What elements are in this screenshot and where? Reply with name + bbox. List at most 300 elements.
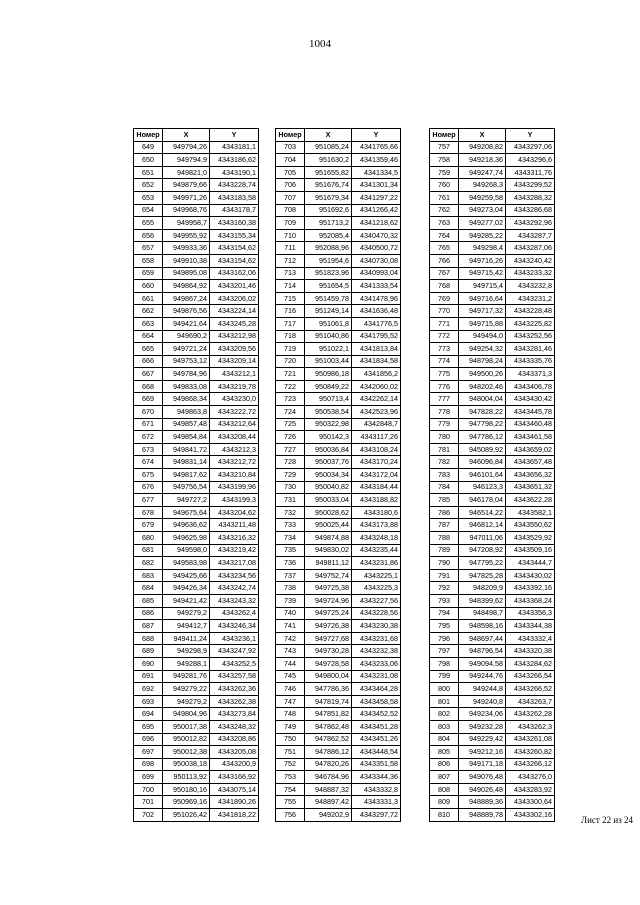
table-row: [276, 355, 401, 368]
y-coordinate-cell: 4341795,52: [352, 330, 401, 343]
point-number-cell: 675: [134, 469, 163, 482]
point-number-cell: 785: [430, 494, 459, 507]
x-coordinate-cell: 948399,62: [459, 594, 506, 607]
x-coordinate-cell: 950036,84: [305, 443, 352, 456]
y-coordinate-cell: 4343331,3: [352, 796, 401, 809]
y-coordinate-cell: 4343204,62: [210, 506, 259, 519]
x-coordinate-cell: 949968,76: [163, 204, 210, 217]
x-coordinate-cell: 950180,16: [163, 783, 210, 796]
table-row: [276, 406, 401, 419]
table-row: [276, 783, 401, 796]
table-row: [276, 670, 401, 683]
y-coordinate-cell: 4343320,38: [506, 645, 555, 658]
x-coordinate-cell: 947786,12: [459, 431, 506, 444]
point-number-cell: 783: [430, 469, 459, 482]
y-coordinate-cell: 4341890,26: [210, 796, 259, 809]
table-row: [430, 670, 555, 683]
y-coordinate-cell: 4343651,32: [506, 481, 555, 494]
x-coordinate-cell: 949958,7: [163, 217, 210, 230]
y-coordinate-cell: 4343448,54: [352, 746, 401, 759]
y-coordinate-cell: 4343266,54: [506, 670, 555, 683]
point-number-cell: 771: [430, 317, 459, 330]
y-coordinate-cell: 4343199,96: [210, 481, 259, 494]
x-coordinate-cell: 950322,98: [305, 418, 352, 431]
table-row: [134, 569, 259, 582]
header-x: X: [459, 129, 506, 142]
point-number-cell: 780: [430, 431, 459, 444]
point-number-cell: 769: [430, 292, 459, 305]
coordinates-table-1: [133, 128, 259, 822]
y-coordinate-cell: 4343190,1: [210, 166, 259, 179]
point-number-cell: 744: [276, 657, 305, 670]
x-coordinate-cell: 949281,76: [163, 670, 210, 683]
y-coordinate-cell: 4343231,2: [506, 292, 555, 305]
table-row: [134, 443, 259, 456]
x-coordinate-cell: 949864,92: [163, 280, 210, 293]
point-number-cell: 735: [276, 544, 305, 557]
table-row: [276, 456, 401, 469]
y-coordinate-cell: 4343225,3: [352, 582, 401, 595]
table-row: [430, 431, 555, 444]
point-number-cell: 800: [430, 683, 459, 696]
y-coordinate-cell: 4343430,02: [506, 569, 555, 582]
x-coordinate-cell: 951003,44: [305, 355, 352, 368]
table-row: [430, 594, 555, 607]
point-number-cell: 687: [134, 620, 163, 633]
table-row: [134, 758, 259, 771]
x-coordinate-cell: 949811,12: [305, 557, 352, 570]
x-coordinate-cell: 947786,36: [305, 683, 352, 696]
x-coordinate-cell: 947795,22: [459, 557, 506, 570]
x-coordinate-cell: 949279,2: [163, 607, 210, 620]
y-coordinate-cell: 4343262,38: [210, 695, 259, 708]
table-row: [134, 217, 259, 230]
point-number-cell: 777: [430, 393, 459, 406]
table-row: [276, 469, 401, 482]
table-row: [134, 657, 259, 670]
point-number-cell: 672: [134, 431, 163, 444]
y-coordinate-cell: 4343235,44: [352, 544, 401, 557]
y-coordinate-cell: 4343228,74: [210, 179, 259, 192]
y-coordinate-cell: 4343212,98: [210, 330, 259, 343]
table-row: [134, 771, 259, 784]
point-number-cell: 691: [134, 670, 163, 683]
table-row: [430, 620, 555, 633]
x-coordinate-cell: 949247,74: [459, 166, 506, 179]
y-coordinate-cell: 4343233,06: [352, 657, 401, 670]
point-number-cell: 676: [134, 481, 163, 494]
table-row: [276, 154, 401, 167]
y-coordinate-cell: 4341333,54: [352, 280, 401, 293]
x-coordinate-cell: 946812,14: [459, 519, 506, 532]
point-number-cell: 727: [276, 443, 305, 456]
x-coordinate-cell: 949094,58: [459, 657, 506, 670]
point-number-cell: 754: [276, 783, 305, 796]
point-number-cell: 667: [134, 368, 163, 381]
point-number-cell: 742: [276, 632, 305, 645]
y-coordinate-cell: 4341834,58: [352, 355, 401, 368]
x-coordinate-cell: 951654,5: [305, 280, 352, 293]
x-coordinate-cell: 949598,0: [163, 544, 210, 557]
y-coordinate-cell: 4343173,88: [352, 519, 401, 532]
x-coordinate-cell: 949715,4: [459, 280, 506, 293]
table-row: [276, 380, 401, 393]
point-number-cell: 795: [430, 620, 459, 633]
point-number-cell: 747: [276, 695, 305, 708]
y-coordinate-cell: 4343172,04: [352, 469, 401, 482]
x-coordinate-cell: 949285,22: [459, 229, 506, 242]
x-coordinate-cell: 952085,4: [305, 229, 352, 242]
x-coordinate-cell: 951026,42: [163, 809, 210, 822]
table-row: [430, 758, 555, 771]
table-row: [134, 796, 259, 809]
point-number-cell: 713: [276, 267, 305, 280]
x-coordinate-cell: 951085,24: [305, 141, 352, 154]
point-number-cell: 759: [430, 166, 459, 179]
point-number-cell: 699: [134, 771, 163, 784]
table-row: [430, 720, 555, 733]
point-number-cell: 721: [276, 368, 305, 381]
table-row: [134, 456, 259, 469]
point-number-cell: 793: [430, 594, 459, 607]
table-row: [276, 720, 401, 733]
y-coordinate-cell: 4343210,84: [210, 469, 259, 482]
y-coordinate-cell: 4343460,48: [506, 418, 555, 431]
y-coordinate-cell: 4343225,82: [506, 317, 555, 330]
y-coordinate-cell: 4343287,06: [506, 242, 555, 255]
y-coordinate-cell: 4343659,02: [506, 443, 555, 456]
x-coordinate-cell: 949833,08: [163, 380, 210, 393]
x-coordinate-cell: 949867,24: [163, 292, 210, 305]
x-coordinate-cell: 949218,36: [459, 154, 506, 167]
point-number-cell: 741: [276, 620, 305, 633]
point-number-cell: 738: [276, 582, 305, 595]
x-coordinate-cell: 946178,04: [459, 494, 506, 507]
x-coordinate-cell: 949259,58: [459, 191, 506, 204]
y-coordinate-cell: 4340500,72: [352, 242, 401, 255]
point-number-cell: 673: [134, 443, 163, 456]
point-number-cell: 801: [430, 695, 459, 708]
y-coordinate-cell: 4343622,28: [506, 494, 555, 507]
y-coordinate-cell: 4343230,0: [210, 393, 259, 406]
x-coordinate-cell: 946514,22: [459, 506, 506, 519]
x-coordinate-cell: 947011,06: [459, 532, 506, 545]
y-coordinate-cell: 4343217,08: [210, 557, 259, 570]
y-coordinate-cell: 4343247,92: [210, 645, 259, 658]
table-row: [276, 317, 401, 330]
table-row: [276, 695, 401, 708]
y-coordinate-cell: 4343284,62: [506, 657, 555, 670]
point-number-cell: 782: [430, 456, 459, 469]
point-number-cell: 773: [430, 343, 459, 356]
point-number-cell: 684: [134, 582, 163, 595]
x-coordinate-cell: 949715,42: [459, 267, 506, 280]
y-coordinate-cell: 4340993,04: [352, 267, 401, 280]
point-number-cell: 797: [430, 645, 459, 658]
point-number-cell: 740: [276, 607, 305, 620]
table-row: [430, 355, 555, 368]
y-coordinate-cell: 4343209,14: [210, 355, 259, 368]
y-coordinate-cell: 4343529,92: [506, 532, 555, 545]
y-coordinate-cell: 4343108,24: [352, 443, 401, 456]
x-coordinate-cell: 949817,62: [163, 469, 210, 482]
x-coordinate-cell: 947825,28: [459, 569, 506, 582]
coordinates-table-2: [275, 128, 401, 822]
y-coordinate-cell: 4343509,16: [506, 544, 555, 557]
x-coordinate-cell: 949279,22: [163, 683, 210, 696]
table-row: [134, 317, 259, 330]
x-coordinate-cell: 949727,68: [305, 632, 352, 645]
y-coordinate-cell: 4343183,58: [210, 191, 259, 204]
table-row: [430, 154, 555, 167]
x-coordinate-cell: 951954,6: [305, 254, 352, 267]
x-coordinate-cell: 952088,96: [305, 242, 352, 255]
point-number-cell: 689: [134, 645, 163, 658]
table-row: [276, 368, 401, 381]
point-number-cell: 757: [430, 141, 459, 154]
y-coordinate-cell: 4343297,72: [352, 809, 401, 822]
table-row: [134, 670, 259, 683]
point-number-cell: 804: [430, 733, 459, 746]
point-number-cell: 670: [134, 406, 163, 419]
y-coordinate-cell: 4342523,96: [352, 406, 401, 419]
table-row: [276, 557, 401, 570]
table-row: [430, 267, 555, 280]
x-coordinate-cell: 946096,84: [459, 456, 506, 469]
x-coordinate-cell: 946101,64: [459, 469, 506, 482]
table-row: [430, 443, 555, 456]
y-coordinate-cell: 4341301,34: [352, 179, 401, 192]
point-number-cell: 750: [276, 733, 305, 746]
table-row: [276, 796, 401, 809]
point-number-cell: 739: [276, 594, 305, 607]
point-number-cell: 745: [276, 670, 305, 683]
point-number-cell: 664: [134, 330, 163, 343]
x-coordinate-cell: 949830,02: [305, 544, 352, 557]
point-number-cell: 749: [276, 720, 305, 733]
point-number-cell: 737: [276, 569, 305, 582]
x-coordinate-cell: 950034,34: [305, 469, 352, 482]
header-y: Y: [506, 129, 555, 142]
table-row: [276, 179, 401, 192]
y-coordinate-cell: 4343248,32: [210, 720, 259, 733]
y-coordinate-cell: 4343208,86: [210, 733, 259, 746]
x-coordinate-cell: 948798,24: [459, 355, 506, 368]
point-number-cell: 787: [430, 519, 459, 532]
x-coordinate-cell: 951655,82: [305, 166, 352, 179]
table-row: [276, 217, 401, 230]
table-row: [276, 582, 401, 595]
x-coordinate-cell: 950028,62: [305, 506, 352, 519]
y-coordinate-cell: 4343212,1: [210, 368, 259, 381]
y-coordinate-cell: 4343252,56: [506, 330, 555, 343]
x-coordinate-cell: 949212,16: [459, 746, 506, 759]
table-row: [134, 720, 259, 733]
x-coordinate-cell: 950142,3: [305, 431, 352, 444]
table-row: [276, 330, 401, 343]
table-row: [276, 393, 401, 406]
table-header-row: [276, 129, 401, 142]
y-coordinate-cell: 4343283,92: [506, 783, 555, 796]
x-coordinate-cell: 949232,28: [459, 720, 506, 733]
x-coordinate-cell: 949756,54: [163, 481, 210, 494]
y-coordinate-cell: 4343461,58: [506, 431, 555, 444]
table-row: [134, 191, 259, 204]
point-number-cell: 705: [276, 166, 305, 179]
x-coordinate-cell: 949725,24: [305, 607, 352, 620]
point-number-cell: 680: [134, 532, 163, 545]
point-number-cell: 723: [276, 393, 305, 406]
x-coordinate-cell: 949821,0: [163, 166, 210, 179]
y-coordinate-cell: 4343245,28: [210, 317, 259, 330]
y-coordinate-cell: 4343219,42: [210, 544, 259, 557]
coordinates-table-3: [429, 128, 555, 822]
x-coordinate-cell: 949279,2: [163, 695, 210, 708]
x-coordinate-cell: 949752,74: [305, 569, 352, 582]
x-coordinate-cell: 948209,9: [459, 582, 506, 595]
y-coordinate-cell: 4343242,74: [210, 582, 259, 595]
y-coordinate-cell: 4343260,82: [506, 746, 555, 759]
table-row: [430, 519, 555, 532]
x-coordinate-cell: 949716,26: [459, 254, 506, 267]
x-coordinate-cell: 949971,26: [163, 191, 210, 204]
y-coordinate-cell: 4343582,1: [506, 506, 555, 519]
x-coordinate-cell: 950033,04: [305, 494, 352, 507]
header-y: Y: [210, 129, 259, 142]
point-number-cell: 789: [430, 544, 459, 557]
point-number-cell: 719: [276, 343, 305, 356]
table-row: [134, 582, 259, 595]
table-header-row: [134, 129, 259, 142]
x-coordinate-cell: 949234,06: [459, 708, 506, 721]
y-coordinate-cell: 4343406,78: [506, 380, 555, 393]
y-coordinate-cell: 4343451,28: [352, 720, 401, 733]
y-coordinate-cell: 4343216,32: [210, 532, 259, 545]
x-coordinate-cell: 949425,66: [163, 569, 210, 582]
x-coordinate-cell: 950038,18: [163, 758, 210, 771]
y-coordinate-cell: 4343286,68: [506, 204, 555, 217]
table-row: [276, 657, 401, 670]
x-coordinate-cell: 949675,64: [163, 506, 210, 519]
point-number-cell: 696: [134, 733, 163, 746]
table-row: [134, 494, 259, 507]
point-number-cell: 729: [276, 469, 305, 482]
table-row: [276, 292, 401, 305]
table-row: [430, 733, 555, 746]
table-row: [134, 783, 259, 796]
y-coordinate-cell: 4343458,58: [352, 695, 401, 708]
y-coordinate-cell: 4343225,1: [352, 569, 401, 582]
sheet-footer: Лист 22 из 24: [581, 815, 633, 825]
table-row: [430, 393, 555, 406]
x-coordinate-cell: 949421,64: [163, 317, 210, 330]
table-row: [276, 141, 401, 154]
table-row: [134, 607, 259, 620]
y-coordinate-cell: 4343368,24: [506, 594, 555, 607]
y-coordinate-cell: 4343209,56: [210, 343, 259, 356]
table-row: [276, 443, 401, 456]
y-coordinate-cell: 4341297,22: [352, 191, 401, 204]
x-coordinate-cell: 947851,82: [305, 708, 352, 721]
table-row: [134, 620, 259, 633]
point-number-cell: 733: [276, 519, 305, 532]
x-coordinate-cell: 948598,16: [459, 620, 506, 633]
point-number-cell: 809: [430, 796, 459, 809]
table-row: [430, 141, 555, 154]
y-coordinate-cell: 4343240,42: [506, 254, 555, 267]
x-coordinate-cell: 946123,3: [459, 481, 506, 494]
y-coordinate-cell: 4343262,4: [210, 607, 259, 620]
table-row: [134, 179, 259, 192]
x-coordinate-cell: 949494,0: [459, 330, 506, 343]
y-coordinate-cell: 4341636,48: [352, 305, 401, 318]
x-coordinate-cell: 949753,12: [163, 355, 210, 368]
y-coordinate-cell: 4343452,52: [352, 708, 401, 721]
table-row: [276, 343, 401, 356]
x-coordinate-cell: 947208,92: [459, 544, 506, 557]
y-coordinate-cell: 4341218,62: [352, 217, 401, 230]
table-row: [276, 166, 401, 179]
y-coordinate-cell: 4343430,42: [506, 393, 555, 406]
point-number-cell: 694: [134, 708, 163, 721]
x-coordinate-cell: 948004,04: [459, 393, 506, 406]
table-row: [430, 217, 555, 230]
table-row: [276, 506, 401, 519]
y-coordinate-cell: 4343311,76: [506, 166, 555, 179]
x-coordinate-cell: 950849,22: [305, 380, 352, 393]
x-coordinate-cell: 949863,8: [163, 406, 210, 419]
point-number-cell: 703: [276, 141, 305, 154]
y-coordinate-cell: 4343184,44: [352, 481, 401, 494]
point-number-cell: 779: [430, 418, 459, 431]
table-row: [430, 695, 555, 708]
point-number-cell: 657: [134, 242, 163, 255]
table-row: [430, 406, 555, 419]
point-number-cell: 763: [430, 217, 459, 230]
y-coordinate-cell: 4343351,58: [352, 758, 401, 771]
y-coordinate-cell: 4343263,7: [506, 695, 555, 708]
x-coordinate-cell: 949804,96: [163, 708, 210, 721]
table-row: [430, 657, 555, 670]
point-number-cell: 781: [430, 443, 459, 456]
x-coordinate-cell: 951459,78: [305, 292, 352, 305]
x-coordinate-cell: 949229,42: [459, 733, 506, 746]
point-number-cell: 734: [276, 532, 305, 545]
y-coordinate-cell: 4343248,18: [352, 532, 401, 545]
table-row: [430, 380, 555, 393]
point-number-cell: 685: [134, 594, 163, 607]
y-coordinate-cell: 4343444,7: [506, 557, 555, 570]
x-coordinate-cell: 948889,36: [459, 796, 506, 809]
y-coordinate-cell: 4342262,14: [352, 393, 401, 406]
table-row: [134, 254, 259, 267]
point-number-cell: 748: [276, 708, 305, 721]
point-number-cell: 671: [134, 418, 163, 431]
point-number-cell: 663: [134, 317, 163, 330]
header-y: Y: [352, 129, 401, 142]
y-coordinate-cell: 4343262,36: [210, 683, 259, 696]
header-number: Номер: [134, 129, 163, 142]
point-number-cell: 662: [134, 305, 163, 318]
point-number-cell: 767: [430, 267, 459, 280]
page-number: 1004: [309, 38, 331, 50]
point-number-cell: 717: [276, 317, 305, 330]
table-row: [430, 582, 555, 595]
point-number-cell: 790: [430, 557, 459, 570]
point-number-cell: 784: [430, 481, 459, 494]
point-number-cell: 770: [430, 305, 459, 318]
y-coordinate-cell: 4343288,32: [506, 191, 555, 204]
